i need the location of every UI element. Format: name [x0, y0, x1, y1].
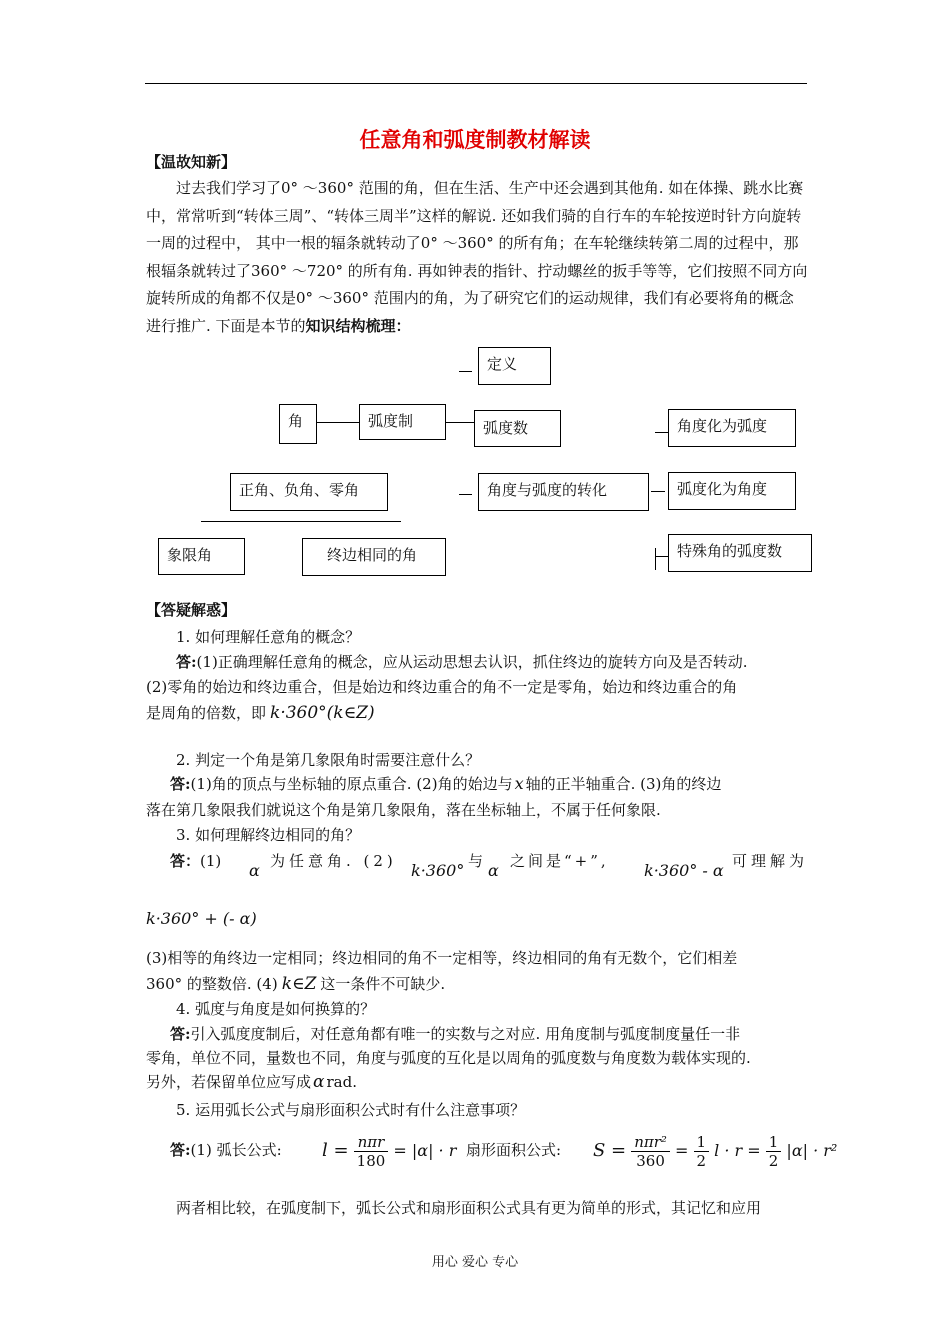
dash-zhuanhua	[459, 494, 472, 495]
arc-formula-fraction	[354, 1133, 389, 1170]
answer-4-label: 答:	[170, 1025, 191, 1043]
sector-half-2	[766, 1133, 782, 1170]
answer-4-text: 引入弧度度制后，对任意角都有唯一的实数与之对应. 用角度制与弧度制度量任一非	[190, 1025, 741, 1043]
answer-5-label-line	[170, 1139, 282, 1160]
box-dingyi: 定义	[478, 347, 551, 385]
box-zhongbian: 终边相同的角	[302, 538, 446, 576]
sector-area-formula: S = $\frac{\text{nπr²}}{360}$ = $\frac{1}{2}$ l · r = $\frac{1}{2}$ |α| · r²	[593, 1133, 838, 1170]
answer-3-line-4a: 360° 的整数倍. (4)	[146, 975, 278, 993]
sector-formula-den: 360	[636, 1152, 665, 1170]
dash-hudu-to-jiaodu	[651, 491, 665, 492]
answer-3-formula-3: k·360° + (- α)	[146, 909, 257, 928]
answer-5-p2: 扇形面积公式:	[466, 1141, 562, 1159]
box-hudu-shu: 弧度数	[474, 410, 561, 447]
answer-4-line-1	[170, 1023, 740, 1044]
answer-3-line-3: (3)相等的角终边一定相同；终边相同的角不一定相等，终边相同的角有无数个，它们相差	[146, 949, 738, 967]
answer-3-formula-2: k·360° - α	[644, 861, 724, 880]
answer-4-line-3a: 另外，若保留单位应写成	[146, 1073, 312, 1091]
section-heading-qa: 【答疑解惑】	[146, 601, 237, 619]
connector-jiao-hudu	[317, 422, 359, 423]
answer-3-alpha-1: α	[249, 861, 260, 880]
answer-5-last-line: 两者相比较，在弧度制下，弧长公式和扇形面积公式具有更为简单的形式，其记忆和应用	[176, 1199, 762, 1217]
half-2-den: 2	[768, 1152, 779, 1170]
box-jiaodu-to-hudu: 角度化为弧度	[668, 409, 796, 447]
arc-formula-rhs: = |α| · r	[393, 1141, 457, 1160]
answer-3-p3: 与	[468, 852, 484, 870]
answer-3-p2: 为任意角. (2)	[270, 852, 397, 870]
question-5: 5. 运用弧长公式与扇形面积公式时有什么注意事项？	[176, 1101, 526, 1119]
dash-dingyi	[459, 371, 472, 372]
bracket-teshu	[655, 548, 656, 570]
answer-4-line-3	[146, 1071, 357, 1092]
answer-1-text: (1)正确理解任意角的概念，应从运动思想去认识，抓住终边的旋转方向及是否转动.	[196, 653, 748, 671]
answer-3-label	[170, 850, 221, 871]
question-2: 2. 判定一个角是第几象限角时需要注意什么？	[176, 751, 481, 769]
sector-formula-mid: l · r =	[714, 1141, 761, 1160]
half-2-num: 1	[766, 1133, 782, 1152]
answer-2-label: 答:	[170, 775, 191, 793]
answer-3-line-4b: 这一条件不可缺少.	[320, 975, 446, 993]
answer-3-p4: 之间是“+”,	[510, 852, 609, 870]
answer-1-formula: k·360°(k∈Z)	[270, 703, 375, 723]
half-1-num: 1	[694, 1133, 710, 1152]
section-heading-review: 【温故知新】	[146, 153, 237, 171]
answer-3-alpha-2: α	[488, 861, 499, 880]
sector-formula-lhs: S =	[593, 1140, 627, 1161]
answer-4-alpha: α	[313, 1072, 325, 1092]
answer-2-line-2: 落在第几象限我们就说这个角是第几象限角，落在坐标轴上，不属于任何象限.	[146, 801, 661, 819]
answer-1-line-3-text: 是周角的倍数，即	[146, 704, 267, 722]
box-jiao: 角	[279, 404, 317, 444]
question-1: 1. 如何理解任意角的概念？	[176, 628, 361, 646]
answer-5-label: 答:	[170, 1141, 191, 1159]
answer-1-label: 答:	[176, 653, 197, 671]
answer-1-line-1	[176, 651, 748, 672]
sector-formula-fraction	[631, 1133, 670, 1170]
rule-under-zhengfu	[201, 521, 401, 522]
arc-formula-lhs: l =	[322, 1140, 349, 1161]
answer-3-kz: k∈Z	[281, 974, 317, 994]
connector-hudu-shu	[446, 422, 474, 423]
half-1-den: 2	[696, 1152, 707, 1170]
box-hudu-zhi: 弧度制	[359, 404, 446, 440]
box-teshu: 特殊角的弧度数	[668, 534, 812, 572]
answer-5-p1: (1) 弧长公式:	[190, 1141, 282, 1159]
answer-3-line-4	[146, 973, 445, 994]
dash-teshu	[655, 556, 668, 557]
box-xiangxian: 象限角	[158, 538, 245, 575]
box-hudu-to-jiaodu: 弧度化为角度	[668, 472, 796, 510]
answer-3-label-text: 答：	[170, 852, 201, 870]
answer-1-line-2: (2)零角的始边和终边重合，但是始边和终边重合的角不一定是零角，始边和终边重合的角	[146, 678, 738, 696]
header-rule	[145, 83, 807, 84]
box-zhengfu: 正角、负角、零角	[230, 473, 388, 511]
intro-paragraph	[146, 175, 808, 340]
answer-3-formula-1: k·360°	[411, 861, 465, 880]
answer-3-p5: 可理解为	[732, 852, 809, 870]
answer-2-text-b: 轴的正半轴重合. (3)角的终边	[525, 775, 722, 793]
question-4: 4. 弧度与角度是如何换算的？	[176, 1000, 376, 1018]
answer-2-text-a: (1)角的顶点与坐标轴的原点重合. (2)角的始边与	[190, 775, 513, 793]
arc-formula-num: nπr	[354, 1133, 389, 1152]
sector-formula-end: |α| · r²	[786, 1141, 838, 1160]
intro-text: 过去我们学习了0° ～360° 范围的角，但在生活、生产中还会遇到其他角. 如在体操、跳水比赛中，常常听到“转体三周”、“转体三周半”这样的解说. 还如我们骑的自行车的车轮按逆时针方向旋转一周的过程中， 其中一根的辐条就转动了0° ～360° 的所有角；在车轮继续转第二周的过程中，那根辐条就转过了360° ～720° 的所有角. 再如钟表的指针、拧动螺丝的扳手等等，它们按照不同方向旋转所成的角都不仅是0° ～360° 范围内的角，为了研究它们的运动规律，我们有必要将角的概念进行推广. 下面是本节的	[146, 179, 808, 335]
question-3: 3. 如何理解终边相同的角？	[176, 826, 361, 844]
answer-2-line-1	[170, 773, 721, 794]
intro-bold-text: 知识结构梳理：	[305, 316, 411, 335]
sector-half-1	[694, 1133, 710, 1170]
arc-length-formula	[322, 1133, 456, 1170]
dash-jiaodu-to-hudu	[655, 432, 668, 433]
box-zhuanhua: 角度与弧度的转化	[478, 473, 649, 511]
answer-4-line-2: 零角，单位不同，量数也不同，角度与弧度的互化是以周角的弧度数与角度数为载体实现的.	[146, 1049, 751, 1067]
page-footer: 用心 爱心 专心	[431, 1255, 519, 1270]
arc-formula-den: 180	[356, 1152, 386, 1170]
sector-formula-num: nπr²	[631, 1133, 670, 1152]
answer-2-x: x	[514, 774, 524, 793]
answer-4-line-3b: rad.	[326, 1073, 357, 1091]
page-title: 任意角和弧度制教材解读	[359, 127, 591, 152]
answer-1-line-3	[146, 702, 375, 723]
answer-3-p1: (1)	[200, 852, 222, 870]
